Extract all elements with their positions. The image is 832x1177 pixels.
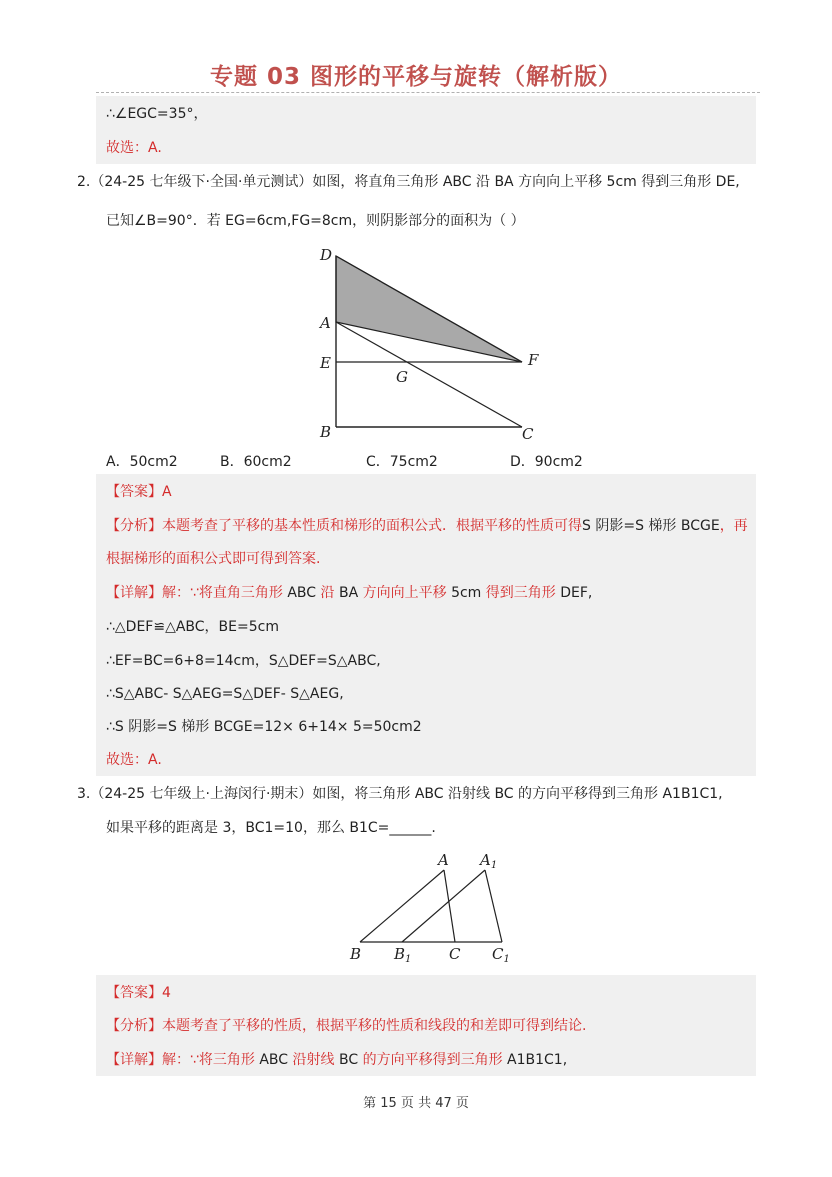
segment-B1A1: [402, 870, 485, 942]
detail-tag: 【详解】: [106, 585, 162, 601]
q2-analysis-line2: 根据梯形的面积公式即可得到答案.: [106, 551, 321, 567]
detail-math: 5cm: [451, 585, 482, 601]
label-B1-letter: B: [394, 945, 406, 963]
label-A1-letter: A: [480, 851, 491, 869]
label-B1: [393, 945, 411, 965]
q2-analysis-line1: [106, 516, 748, 536]
label-C1-sub: 1: [503, 954, 510, 965]
detail-math: DEF,: [560, 585, 593, 601]
detail-math: BC: [338, 1052, 359, 1068]
analysis-tag: 【分析】: [106, 518, 162, 534]
label-D: D: [320, 246, 333, 264]
label-C1-letter: C: [492, 945, 504, 963]
q2-detail-line3: ∴EF=BC=6+8=14cm，S△DEF=S△ABC,: [106, 653, 381, 669]
detail-text: 解：∵将直角三角形: [162, 585, 288, 601]
label-B: B: [320, 423, 332, 441]
segment-A1C1: [485, 870, 502, 942]
label-F: F: [528, 351, 539, 369]
segment-AC: [444, 870, 455, 942]
detail-math: ABC: [287, 585, 317, 601]
detail-tag: 【详解】: [106, 1052, 162, 1068]
detail-text: 沿射线: [288, 1052, 339, 1068]
option-c: C．75cm2: [366, 454, 438, 470]
label-A1-sub: 1: [490, 860, 498, 871]
detail-math: ABC: [259, 1052, 289, 1068]
q3-answer: [106, 983, 171, 1003]
option-b: B．60cm2: [220, 454, 292, 470]
label-E: E: [320, 354, 331, 372]
q2-detail-line5: ∴S 阴影=S 梯形 BCGE=12× 6+14× 5=50cm2: [106, 719, 422, 735]
detail-math: A1B1C1,: [507, 1052, 568, 1068]
label-B: B: [350, 945, 362, 963]
answer-tag: 【答案】: [106, 985, 162, 1001]
detail-text: 的方向平移得到三角形: [358, 1052, 508, 1068]
detail-text: 得到三角形: [481, 585, 561, 601]
prev-solution-text: ∴∠EGC=35°，: [106, 106, 208, 122]
label-A: A: [320, 314, 331, 332]
prev-conclusion: 故选：A.: [106, 140, 162, 156]
segment-BA: [360, 870, 444, 942]
option-a: A．50cm2: [106, 454, 178, 470]
q2-figure: [300, 240, 560, 450]
detail-text: 解：∵将三角形: [162, 1052, 260, 1068]
q3-stem-line2: 如果平移的距离是 3，BC1=10，那么 B1C=______.: [106, 820, 436, 836]
page-number: 第 15 页 共 47 页: [363, 1096, 469, 1111]
q2-detail-line2: ∴△DEF≌△ABC，BE=5cm: [106, 619, 279, 635]
label-B1-sub: 1: [405, 954, 412, 965]
answer-value: 4: [162, 985, 171, 1001]
detail-text: 沿: [316, 585, 339, 601]
q3-figure: [340, 845, 530, 970]
q3-stem-line1: 3.（24-25 七年级上·上海闵行·期末）如图，将三角形 ABC 沿射线 BC 的方向平移得到三角形 A1B1C1,: [77, 786, 723, 802]
analysis-tag: 【分析】: [106, 1018, 162, 1034]
q2-stem-line1: 2.（24-25 七年级下·全国·单元测试）如图，将直角三角形 ABC 沿 BA 方向向上平移 5cm 得到三角形 DE,: [77, 174, 740, 190]
answer-value: A: [162, 484, 172, 500]
label-A1: [478, 851, 497, 871]
label-C: C: [449, 945, 461, 963]
q2-conclusion: 故选：A.: [106, 752, 162, 768]
analysis-continuation: ，再: [719, 518, 748, 534]
q2-stem-line2: 已知∠B=90°．若 EG=6cm,FG=8cm，则阴影部分的面积为（ ）: [106, 213, 525, 229]
answer-tag: 【答案】: [106, 484, 162, 500]
q2-answer: [106, 482, 172, 502]
q2-detail-line4: ∴S△ABC- S△AEG=S△DEF- S△AEG,: [106, 686, 344, 702]
q3-analysis: [106, 1016, 586, 1036]
analysis-text: 本题考查了平移的性质，根据平移的性质和线段的和差即可得到结论.: [162, 1018, 587, 1034]
detail-text: 方向向上平移: [358, 585, 452, 601]
analysis-formula: S 阴影=S 梯形 BCGE: [582, 518, 720, 534]
label-C1: [492, 945, 510, 965]
page-title: 专题 03 图形的平移与旋转（解析版）: [209, 64, 623, 90]
label-G: G: [396, 368, 408, 386]
q3-detail-line1: [106, 1050, 567, 1070]
analysis-text: 本题考查了平移的基本性质和梯形的面积公式．根据平移的性质可得: [162, 518, 582, 534]
option-d: D．90cm2: [510, 454, 583, 470]
prev-solution-line: [106, 104, 207, 124]
title-divider: [96, 92, 760, 93]
label-C: C: [522, 425, 534, 443]
q2-detail-line1: [106, 583, 592, 603]
label-A: A: [438, 851, 449, 869]
detail-math: BA: [338, 585, 359, 601]
